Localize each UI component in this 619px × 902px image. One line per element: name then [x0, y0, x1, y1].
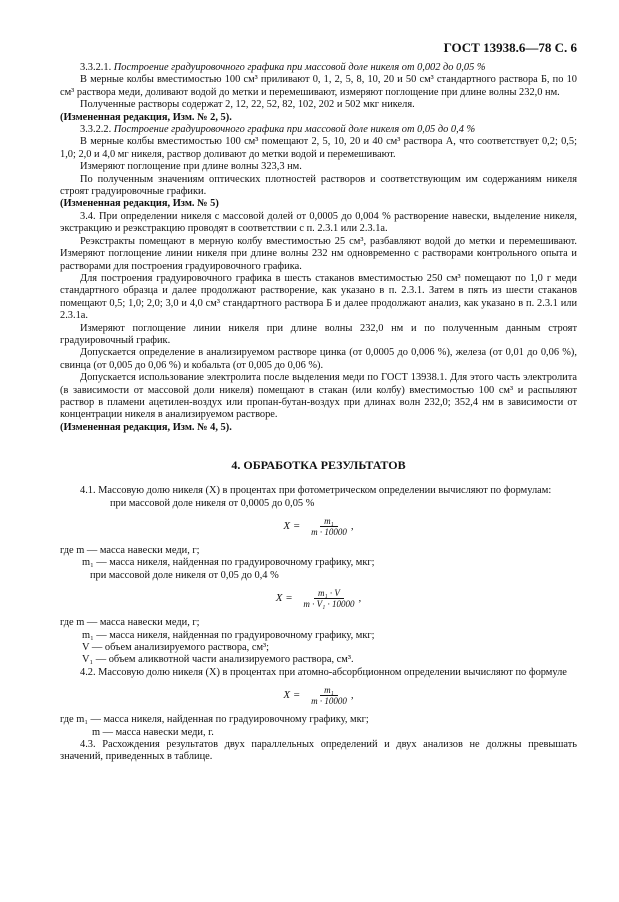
paragraph: 4.1. Массовую долю никеля (X) в процентах при фотометрическом определении вычисляют по формулам:: [80, 485, 552, 497]
paragraph: В мерные колбы вместимостью 100 см³ приливают 0, 1, 2, 5, 8, 10, 20 и 50 см³ стандартного раствора Б, по 10 см³ раствора меди, доливают водой до метки и перемешивают, измеряют поглощение при длине волны 232,0 нм.: [60, 74, 577, 98]
paragraph: при массовой доле никеля от 0,0005 до 0,05 %: [110, 497, 315, 509]
subsection-number: 3.3.2.1.: [80, 62, 112, 73]
formula-1: [60, 516, 577, 537]
subsection-number: 3.3.2.2.: [80, 124, 112, 136]
paragraph: В мерные колбы вместимостью 100 см³ помещают 2, 5, 10, 20 и 40 см³ раствора А, что соответствует 0,2; 0,5; 1,0; 2,0 и 4,0 мг никеля, раствор доливают до метки водой и перемешивают.: [60, 136, 577, 160]
denominator: m · 10000: [311, 527, 347, 537]
fraction: [307, 516, 351, 537]
formula-3: [60, 685, 577, 706]
page-header: ГОСТ 13938.6—78 С. 6: [443, 40, 577, 55]
formula-tail: ,: [358, 592, 362, 605]
paragraph: Измеряют поглощение линии никеля при длине волны 232,0 нм и по полученным данным строят градуировочный график.: [60, 322, 577, 346]
revision-note: (Измененная редакция, Изм. № 4, 5).: [60, 421, 232, 433]
paragraph: 3.4. При определении никеля с массовой долей от 0,0005 до 0,004 % растворение навески, выделение никеля, экстракцию и реэкстракцию проводят в соответствии с п. 2.3.1 или 2.3.1а.: [60, 210, 577, 235]
formula-lhs: X =: [283, 520, 301, 533]
paragraph: Для построения градуировочного графика в шесть стаканов вместимостью 250 см³ помещают по 1,0 г меди стандартного образца и далее продолжают растворение, как указано в п. 2.3.1. Затем в пять из шести стаканов помещают 0,5; 1,0; 2,0; 3,0 и 4,0 см³ стандартного раствора Б и далее продолжают анализ, как указано в п. 2.3.1 или 2.3.1а.: [60, 272, 577, 322]
formula-tail: ,: [350, 689, 354, 702]
subsection-title: Построение градуировочного графика при массовой доле никеля от 0,002 до 0,05 %: [113, 62, 486, 73]
numerator: m₁ · V: [314, 588, 344, 599]
definition: V — объем анализируемого раствора, см³;: [82, 642, 270, 654]
subsection-3-3-2-1: [60, 62, 577, 74]
paragraph: 4.2. Массовую долю никеля (X) в процентах при атомно-абсорбционном определении вычисляют по формуле: [80, 666, 567, 678]
paragraph: 4.3. Расхождения результатов двух параллельных определений и двух анализов не должны превышать значений, приведенных в таблице.: [60, 739, 577, 763]
paragraph: По полученным значениям оптических плотностей растворов и соответствующим им содержаниям никеля строят градуировочные графики.: [60, 173, 577, 198]
fraction: [299, 588, 358, 609]
paragraph: Полученные растворы содержат 2, 12, 22, 52, 82, 102, 202 и 502 мкг никеля.: [80, 99, 415, 111]
definition: m₁ — масса никеля, найденная по градуировочному графику, мкг;: [82, 557, 375, 569]
formula-lhs: X =: [283, 689, 301, 702]
subsection-3-3-2-2: [60, 124, 577, 136]
paragraph: Допускается использование электролита после выделения меди по ГОСТ 13938.1. Для этого часть электролита (в зависимости от массовой доли никеля) помещают в стакан (или колбу) вместимостью 100 см³ и распыляют раствор в пламени ацетилен-воздух или пропан-бутан-воздух при длинах волн 232,0; 352,4 нм в зависимости от концентрации никеля в анализируемом растворе.: [60, 372, 577, 421]
paragraph: Реэкстракты помещают в мерную колбу вместимостью 25 см³, разбавляют водой до метки и перемешивают. Измеряют поглощение линии никеля при длине волны 232 нм одновременно с растворами контрольного опыта и растворами для построения градуировочного графика.: [60, 235, 577, 272]
paragraph: Измеряют поглощение при длине волны 323,3 нм.: [80, 161, 302, 173]
definition: V₁ — объем аликвотной части анализируемого раствора, см³.: [82, 654, 354, 666]
denominator: m · 10000: [311, 696, 347, 707]
revision-note: (Измененная редакция, Изм. № 5): [60, 198, 219, 210]
numerator: m₁: [320, 685, 338, 696]
paragraph: при массовой доле никеля от 0,05 до 0,4 %: [90, 569, 279, 581]
section-heading: 4. ОБРАБОТКА РЕЗУЛЬТАТОВ: [231, 458, 406, 473]
definition: где m₁ — масса никеля, найденная по градуировочному графику, мкг;: [60, 714, 369, 726]
numerator: m₁: [320, 516, 338, 527]
denominator: m · V₁ · 10000: [303, 599, 355, 610]
definition: m — масса навески меди, г.: [92, 726, 214, 738]
document-page: [60, 40, 577, 764]
subsection-title: Построение градуировочного графика при массовой доле никеля от 0,05 до 0,4 %: [113, 124, 476, 136]
definition: где m — масса навески меди, г;: [60, 617, 200, 629]
formula-lhs: X =: [275, 592, 293, 605]
definition: где m — масса навески меди, г;: [60, 545, 200, 556]
paragraph: Допускается определение в анализируемом растворе цинка (от 0,0005 до 0,006 %), железа (от 0,01 до 0,06 %), свинца (от 0,005 до 0,06 %) и кобальта (от 0,005 до 0,06 %).: [60, 347, 577, 371]
fraction: [307, 685, 351, 706]
formula-2: [60, 588, 577, 609]
revision-note: (Измененная редакция, Изм. № 2, 5).: [60, 111, 232, 123]
definition: m₁ — масса никеля, найденная по градуировочному графику, мкг;: [82, 629, 375, 641]
formula-tail: ,: [350, 520, 354, 533]
